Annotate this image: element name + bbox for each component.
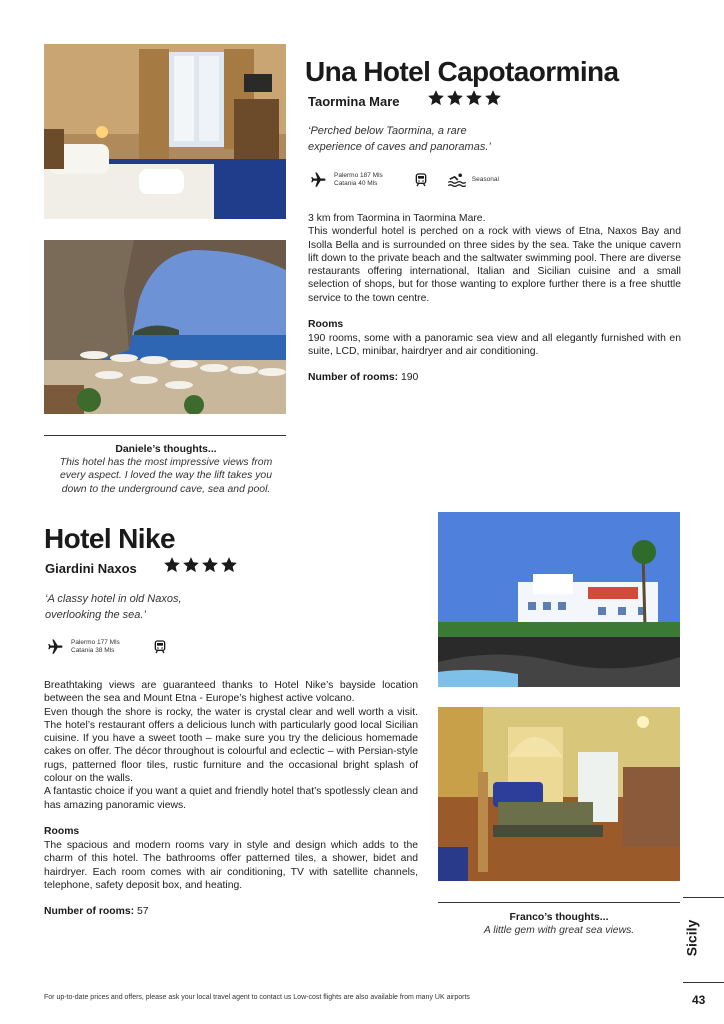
rooms-count-label: Number of rooms: xyxy=(308,372,399,383)
region-side-tab xyxy=(683,895,724,980)
hotel1-thoughts xyxy=(50,444,282,496)
hotel2-quote: ‘A classy hotel in old Naxos, overlooking the sea.’ xyxy=(45,593,182,621)
hotel2-title: Hotel Nike xyxy=(44,523,175,554)
star-icon xyxy=(163,556,181,574)
rooms-count-label: Number of rooms: xyxy=(44,906,135,917)
hotel1-pool-label: Seasonal xyxy=(471,176,499,183)
hotel2-thoughts-divider xyxy=(438,902,680,903)
hotel2-description xyxy=(44,679,418,812)
hotel1-title: Una Hotel Capotaormina xyxy=(305,56,619,87)
hotel1-airports xyxy=(334,172,383,188)
hotel1-cave-beach-photo xyxy=(44,240,286,414)
hotel1-description xyxy=(308,212,681,305)
hotel1-info-row xyxy=(308,170,499,190)
hotel1-thoughts-title: Daniele’s thoughts... xyxy=(115,444,217,455)
hotel1-thoughts-text: This hotel has the most impressive views from every aspect. I loved the way the lift takes you down to the underground cave, sea and pool. xyxy=(59,457,273,495)
hotel2-exterior-photo xyxy=(438,512,680,687)
hotel2-airports xyxy=(71,639,120,655)
hotel1-rooms-text: 190 rooms, some with a panoramic sea view and all elegantly furnished with en suite, LCD, minibar, hairdryer and air conditioning. xyxy=(308,333,681,358)
hotel2-location: Giardini Naxos xyxy=(45,561,137,576)
hotel2-thoughts xyxy=(438,912,680,937)
star-icon xyxy=(484,89,502,107)
hotel1-intro: 3 km from Taormina in Taormina Mare. xyxy=(308,213,486,224)
hotel1-star-rating xyxy=(427,89,502,107)
page-number: 43 xyxy=(692,993,706,1007)
hotel1-description-text: This wonderful hotel is perched on a rock with views of Etna, Naxos Bay and Isolla Bella and is surrounded on three sides by the sea. Take the unique cavern lift down to the private beach and the saltwater swimming pool. There are diverse restaurants offering international, Italian and Sicilian cuisine and a small selection of shops, but for those wanting to explore further there is a free shuttle service to the town centre. xyxy=(308,226,681,304)
hotel2-rooms-count xyxy=(44,906,149,917)
hotel1-rooms-heading: Rooms xyxy=(308,319,344,330)
hotel1-location: Taormina Mare xyxy=(308,94,400,109)
hotel1-rooms-count xyxy=(308,372,418,383)
airport-catania: Catania 38 Mls xyxy=(71,647,115,654)
star-icon xyxy=(182,556,200,574)
star-icon xyxy=(201,556,219,574)
star-icon xyxy=(220,556,238,574)
hotel2-rooms-text: The spacious and modern rooms vary in style and design which adds to the charm of this hotel. The bathrooms offer patterned tiles, a shower, bidet and hairdryer. Each room comes with air conditioning, TV with satellite channels, telephone, safety deposit box, and heating. xyxy=(44,840,418,891)
hotel1-room-photo xyxy=(44,44,286,219)
airport-palermo: Palermo 187 Mls xyxy=(334,172,383,179)
hotel1-quote: ‘Perched below Taormina, a rare experience of caves and panoramas.’ xyxy=(308,125,491,153)
hotel2-star-rating xyxy=(163,556,238,574)
airport-catania: Catania 40 Mls xyxy=(334,180,378,187)
swimming-pool-icon xyxy=(447,172,467,188)
star-icon xyxy=(427,89,445,107)
star-icon xyxy=(465,89,483,107)
plane-icon xyxy=(308,171,328,189)
hotel2-thoughts-text: A little gem with great sea views. xyxy=(483,925,635,936)
hotel2-room-photo xyxy=(438,707,680,881)
rooms-count-value: 190 xyxy=(400,372,419,383)
region-label: Sicily xyxy=(683,919,700,957)
plane-icon xyxy=(45,638,65,656)
hotel2-paragraph-1: Breathtaking views are guaranteed thanks to Hotel Nike’s bayside location between the sea and Mount Etna - Europe’s highest active volcano. xyxy=(44,680,418,705)
rooms-count-value: 57 xyxy=(136,906,149,917)
hotel2-info-row xyxy=(45,637,168,657)
train-icon xyxy=(413,171,429,189)
footer-rule xyxy=(683,982,724,983)
star-icon xyxy=(446,89,464,107)
hotel1-thoughts-divider xyxy=(44,435,286,436)
hotel2-paragraph-2: Even though the shore is rocky, the water is crystal clear and well worth a visit. The hotel’s restaurant offers a delicious lunch with particularly good local Sicilian cuisine. If you have a sweet tooth – make sure you try the delicious homemade cakes on offer. The décor throughout is colourful and eclectic – with Persian-style rugs, patterned floor tiles, rustic furniture and the occasional bright splash of colour on the walls. xyxy=(44,706,418,785)
hotel2-rooms-heading: Rooms xyxy=(44,826,80,837)
hotel2-paragraph-3: A fantastic choice if you want a quiet and friendly hotel that’s spotlessly clean and has amazing panoramic views. xyxy=(44,786,418,811)
hotel2-thoughts-title: Franco’s thoughts... xyxy=(509,912,609,923)
footer-disclaimer: For up-to-date prices and offers, please ask your local travel agent to contact us Low-cost flights are also available from many UK airports xyxy=(44,994,470,1001)
train-icon xyxy=(152,638,168,656)
airport-palermo: Palermo 177 Mls xyxy=(71,639,120,646)
